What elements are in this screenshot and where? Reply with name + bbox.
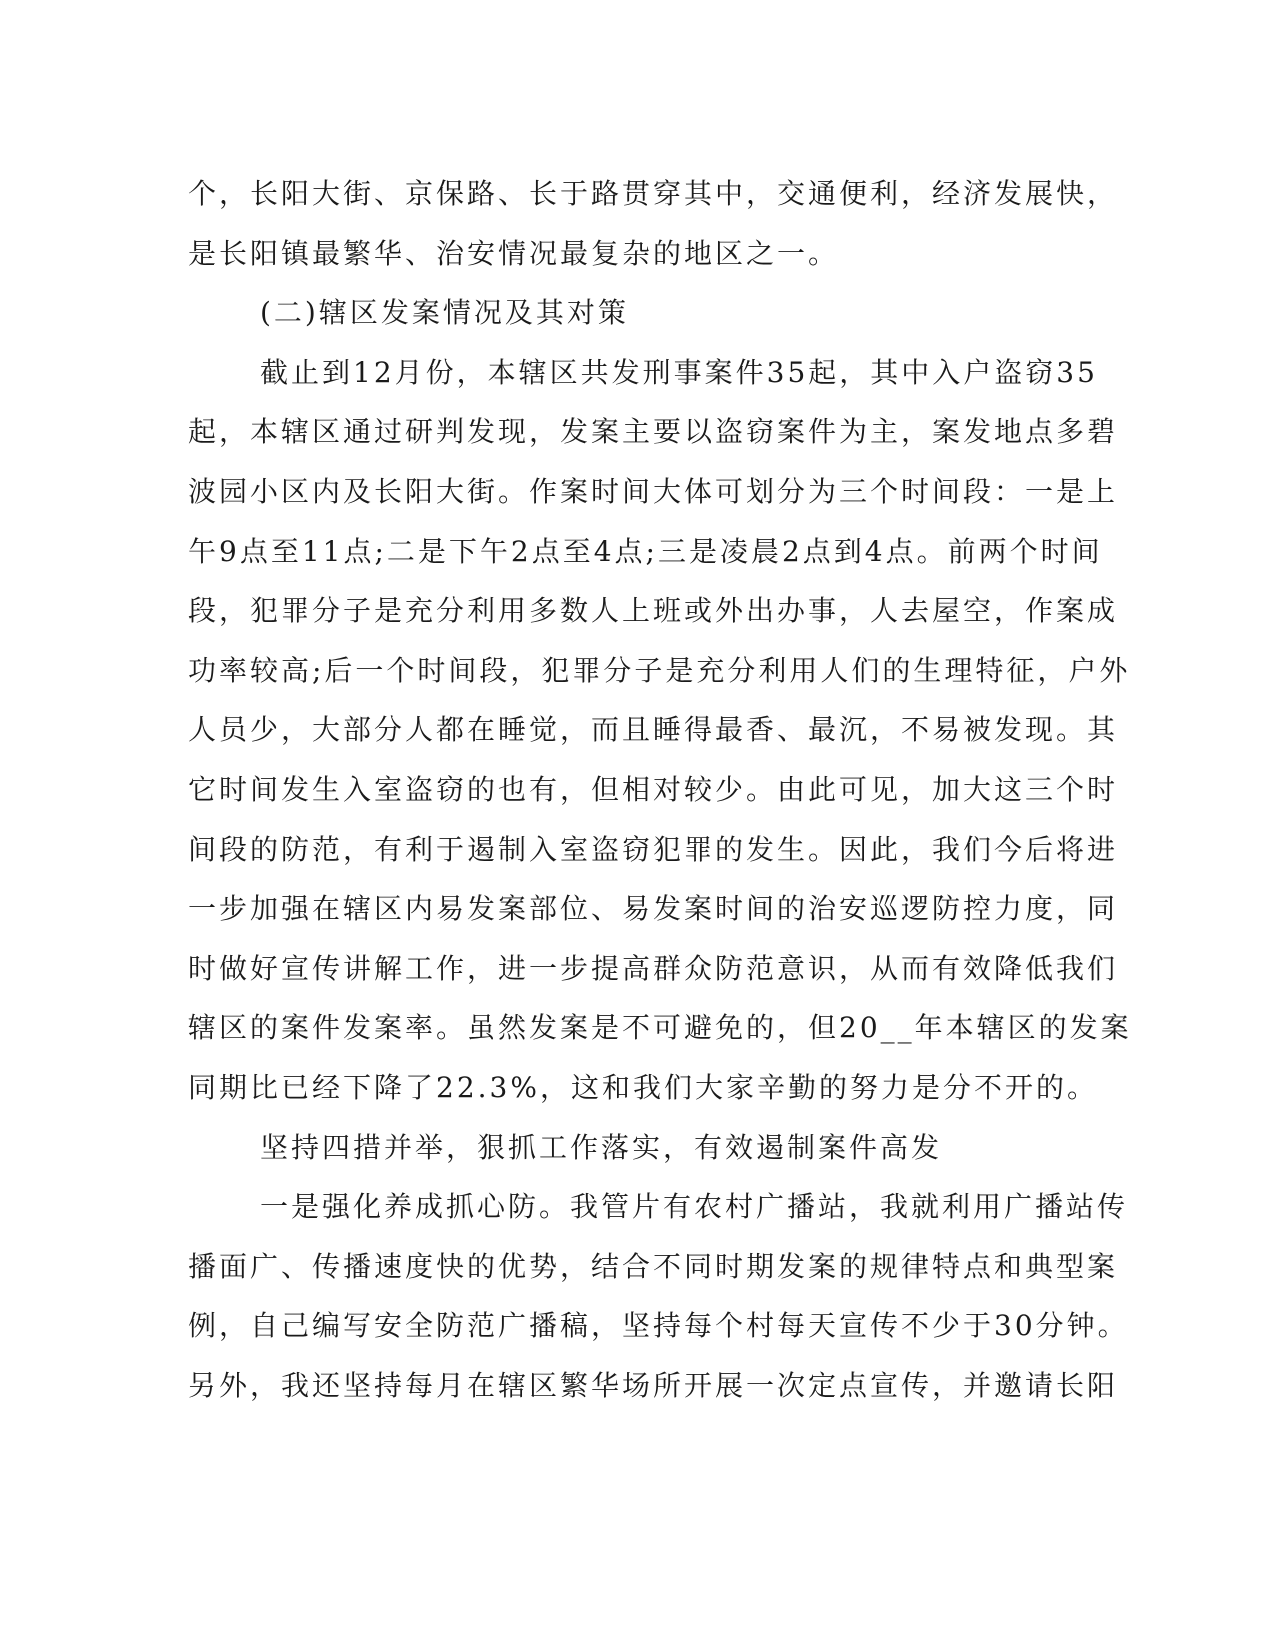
section-heading: (二)辖区发案情况及其对策 xyxy=(260,296,629,330)
text-line: 个，长阳大街、京保路、长于路贯穿其中，交通便利，经济发展快， xyxy=(188,177,1119,210)
text-line: 它时间发生入室盗窃的也有，但相对较少。由此可见，加大这三个时 xyxy=(188,772,1119,806)
text-line: 例，自己编写安全防范广播稿，坚持每个村每天宣传不少于30分钟。 xyxy=(188,1309,1129,1343)
text-line: 另外，我还坚持每月在辖区繁华场所开展一次定点宣传，并邀请长阳 xyxy=(188,1368,1119,1402)
text-line: 时做好宣传讲解工作，进一步提高群众防范意识，从而有效降低我们 xyxy=(188,951,1119,985)
text-line: 段，犯罪分子是充分利用多数人上班或外出办事，人去屋空，作案成 xyxy=(188,594,1119,628)
text-line: 一是强化养成抓心防。我管片有农村广播站，我就利用广播站传 xyxy=(260,1190,1129,1224)
section-heading: 坚持四措并举，狠抓工作落实，有效遏制案件高发 xyxy=(260,1130,943,1164)
text-line: 间段的防范，有利于遏制入室盗窃犯罪的发生。因此，我们今后将进 xyxy=(188,832,1119,866)
text-line: 午9点至11点;二是下午2点至4点;三是凌晨2点到4点。前两个时间 xyxy=(188,534,1103,568)
text-line: 辖区的案件发案率。虽然发案是不可避免的，但20__年本辖区的发案 xyxy=(188,1011,1132,1045)
text-line: 起，本辖区通过研判发现，发案主要以盗窃案件为主，案发地点多碧 xyxy=(188,415,1119,449)
text-line: 人员少，大部分人都在睡觉，而且睡得最香、最沉，不易被发现。其 xyxy=(188,713,1119,747)
text-line: 播面广、传播速度快的优势，结合不同时期发案的规律特点和典型案 xyxy=(188,1249,1119,1283)
text-line: 截止到12月份，本辖区共发刑事案件35起，其中入户盗窃35 xyxy=(260,355,1098,389)
body-text xyxy=(188,164,1132,1415)
text-line: 是长阳镇最繁华、治安情况最复杂的地区之一。 xyxy=(188,236,840,270)
text-line: 波园小区内及长阳大街。作案时间大体可划分为三个时间段：一是上 xyxy=(188,474,1119,508)
text-line: 一步加强在辖区内易发案部位、易发案时间的治安巡逻防控力度，同 xyxy=(188,892,1119,926)
text-line: 功率较高;后一个时间段，犯罪分子是充分利用人们的生理特征，户外 xyxy=(188,653,1131,687)
text-line: 同期比已经下降了22.3%，这和我们大家辛勤的努力是分不开的。 xyxy=(188,1070,1098,1104)
